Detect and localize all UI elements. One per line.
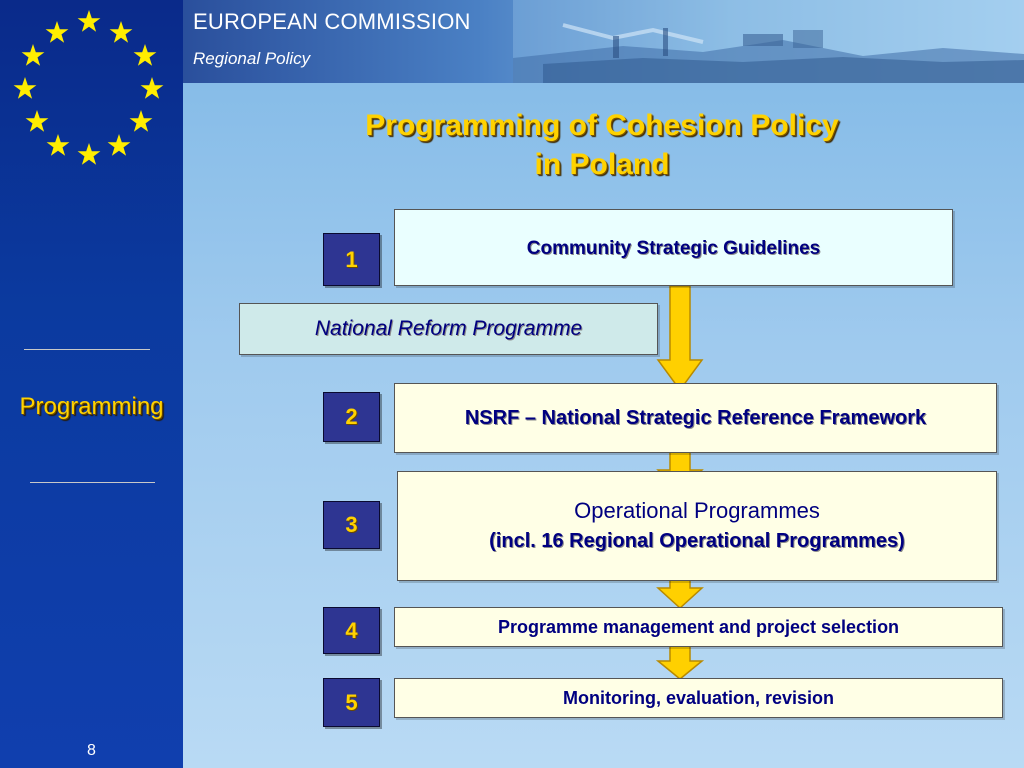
box-monitoring-evaluation bbox=[394, 678, 1003, 718]
operational-programmes-sublabel: (incl. 16 Regional Operational Programmes) bbox=[489, 530, 905, 552]
header-banner bbox=[183, 0, 1024, 83]
slide-title-line-1: Programming of Cohesion Policy bbox=[365, 109, 839, 142]
national-reform-programme-label: National Reform Programme bbox=[314, 317, 583, 340]
community-strategic-guidelines-label: Community Strategic Guidelines bbox=[526, 238, 821, 259]
page-number: 8 bbox=[87, 742, 96, 759]
sidebar-section-label: Programming bbox=[19, 393, 164, 420]
operational-programmes-label: Operational Programmes bbox=[574, 498, 820, 523]
slide-title bbox=[300, 106, 904, 184]
box-nsrf bbox=[394, 383, 997, 453]
step-number-5: 5 bbox=[323, 678, 380, 727]
step-number-3: 3 bbox=[323, 501, 380, 549]
programme-management-label: Programme management and project selection bbox=[497, 616, 900, 637]
department-name: Regional Policy bbox=[193, 49, 311, 68]
sidebar-divider-bottom bbox=[30, 482, 155, 483]
eu-flag-stars-icon bbox=[0, 0, 183, 185]
box-community-strategic-guidelines bbox=[394, 209, 953, 286]
box-national-reform-programme bbox=[239, 303, 658, 355]
step-number-4: 4 bbox=[323, 607, 380, 654]
organization-name: EUROPEAN COMMISSION bbox=[193, 9, 471, 34]
sidebar-divider-top bbox=[24, 349, 150, 350]
box-operational-programmes bbox=[397, 471, 997, 581]
box-programme-management bbox=[394, 607, 1003, 647]
arrow-1-to-2 bbox=[656, 286, 704, 392]
step-number-2: 2 bbox=[323, 392, 380, 442]
slide-title-line-2: in Poland bbox=[534, 148, 670, 181]
step-number-1: 1 bbox=[323, 233, 380, 286]
arrow-4-to-5 bbox=[656, 645, 704, 681]
nsrf-label: NSRF – National Strategic Reference Framework bbox=[464, 406, 927, 429]
sidebar bbox=[0, 0, 183, 768]
monitoring-evaluation-label: Monitoring, evaluation, revision bbox=[562, 687, 835, 708]
